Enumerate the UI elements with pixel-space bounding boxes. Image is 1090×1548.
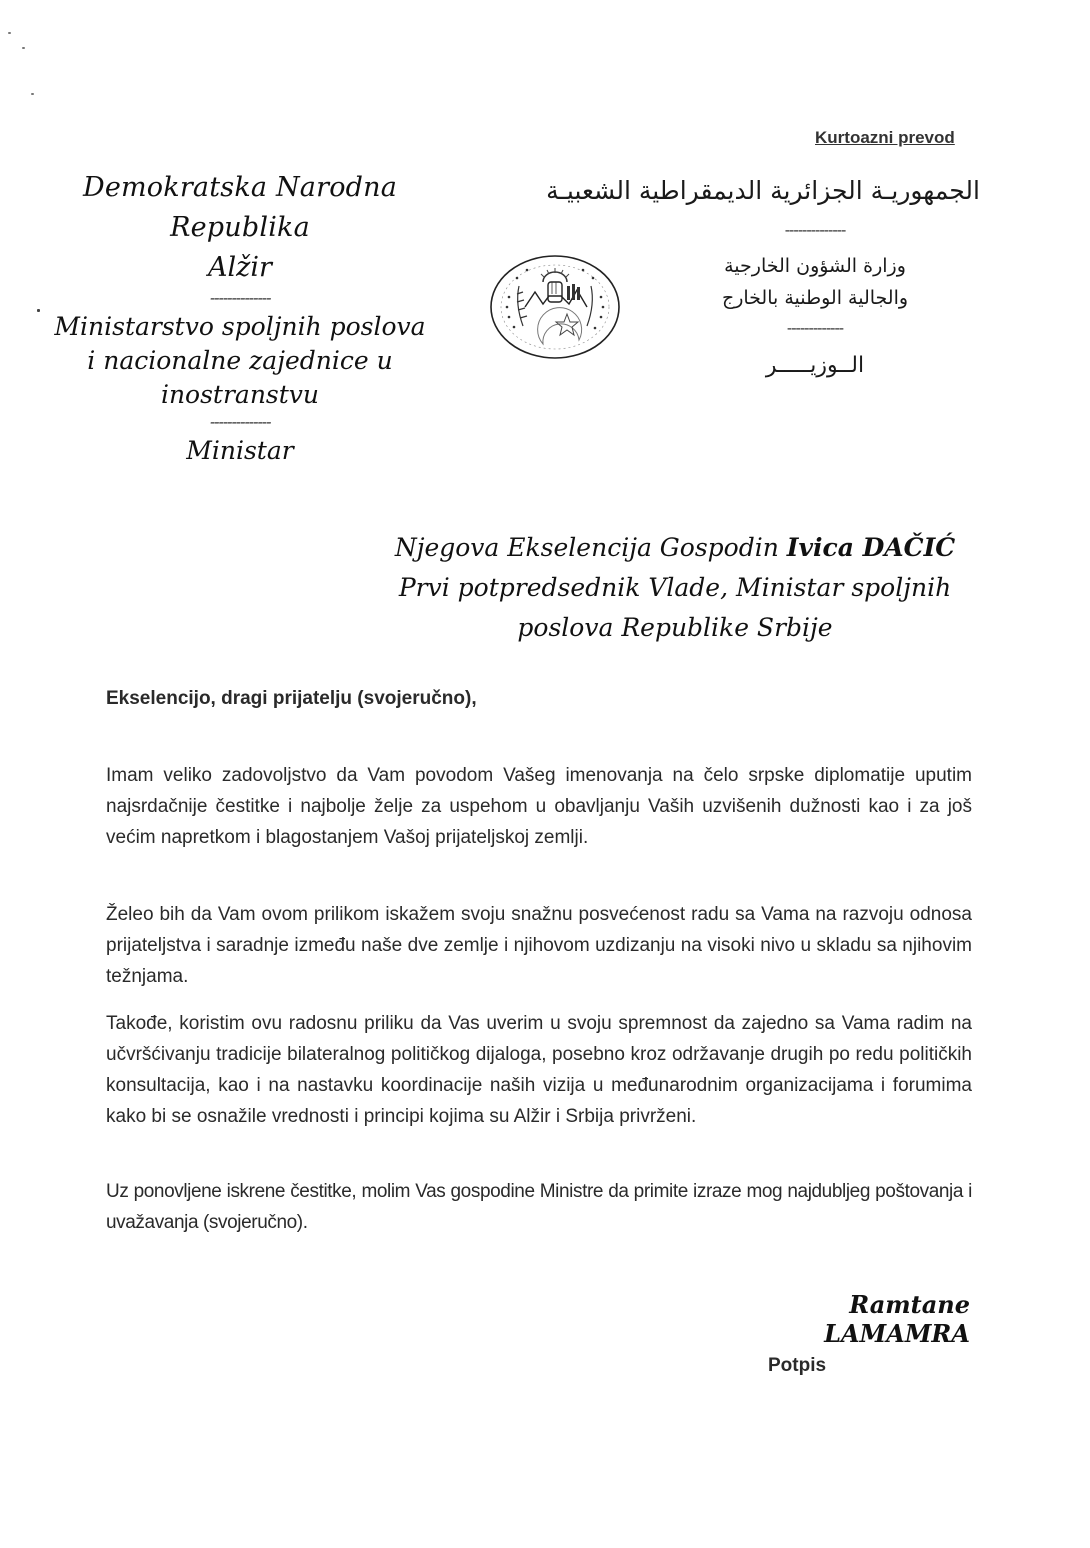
body-paragraph: Takođe, koristim ovu radosnu priliku da Vas uverim u svoju spremnost da zajedno sa Vama radim na učvršćivanju tradicije bilateralnog političkog dijaloga, posebno kroz održavanje drugih po redu političkih konsultacija, kao i na nastavku koordinacije naših vizija u međunarodnim organizacijama i forumima kako bi se osnažile vrednosti i principi kojima su Alžir i Srbija privrženi. bbox=[106, 1013, 972, 1127]
letterhead-arabic-title: الــوزيـــــر bbox=[765, 353, 865, 378]
letterhead-latin bbox=[10, 168, 470, 468]
closing-paragraph: Uz ponovljene iskrene čestitke, molim Vas gospodine Ministre da primite izraze mog najdubljeg poštovanja i uvažavanja (svojeručno). bbox=[106, 1181, 972, 1233]
letterhead-arabic-ministry-line2: والجالية الوطنية بالخارج bbox=[721, 287, 909, 309]
scan-speck bbox=[22, 47, 25, 49]
letterhead-ministry-line2: i nacionalne zajednice u inostranstvu bbox=[87, 346, 393, 409]
addressee-name: Ivica DAČIĆ bbox=[786, 533, 956, 562]
letterhead-country-line1: Demokratska Narodna Republika bbox=[82, 172, 398, 243]
letterhead-ministry-line1: Ministarstvo spoljnih poslova bbox=[54, 312, 426, 341]
scan-speck bbox=[8, 32, 11, 34]
letterhead-title: Ministar bbox=[186, 436, 294, 465]
signature-label: Potpis bbox=[768, 1355, 827, 1376]
body-paragraph: Želeo bih da Vam ovom prilikom iskažem svoju snažnu posvećenost radu sa Vama na razvoju odnosa prijateljstva i saradnje između naše dve zemlje i njihovom uzdizanju na visoki nivo u skladu sa njihovim težnjama. bbox=[106, 904, 972, 987]
salutation: Ekselencijo, dragi prijatelju (svojeručno), bbox=[106, 688, 477, 709]
algeria-seal-icon bbox=[487, 252, 623, 362]
letterhead-arabic-ministry-line1: وزارة الشؤون الخارجية bbox=[724, 255, 906, 277]
scan-speck bbox=[31, 93, 34, 95]
body-paragraph: Imam veliko zadovoljstvo da Vam povodom Vašeg imenovanja na čelo srpske diplomatije uputim najsrdačnije čestitke i najbolje želje za uspehom u obavljanju Vaših uzvišenih dužnosti kao i za još većim napretkom i blagostanjem Vašoj prijateljskoj zemlji. bbox=[106, 765, 972, 848]
letterhead-separator: -------------- bbox=[209, 290, 271, 307]
letterhead-separator: ------------- bbox=[786, 320, 844, 337]
letterhead-arabic-country: الجمهوريـة الجزائرية الديمقراطية الشعبيـة bbox=[546, 176, 980, 205]
translation-label: Kurtoazni prevod bbox=[815, 128, 955, 147]
addressee-line1 bbox=[380, 528, 970, 568]
letterhead-separator: -------------- bbox=[784, 222, 846, 239]
letterhead-separator: -------------- bbox=[209, 414, 271, 431]
letterhead-arabic bbox=[546, 170, 980, 384]
addressee-line3: poslova Republike Srbije bbox=[517, 613, 833, 642]
signature-name: Ramtane LAMAMRA bbox=[824, 1290, 970, 1348]
addressee-block bbox=[380, 528, 970, 648]
letterhead-country-line2: Alžir bbox=[208, 252, 272, 283]
addressee-line2: Prvi potpredsednik Vlade, Ministar spoljnih bbox=[398, 573, 952, 602]
addressee-honorific: Njegova Ekselencija Gospodin bbox=[394, 533, 787, 562]
